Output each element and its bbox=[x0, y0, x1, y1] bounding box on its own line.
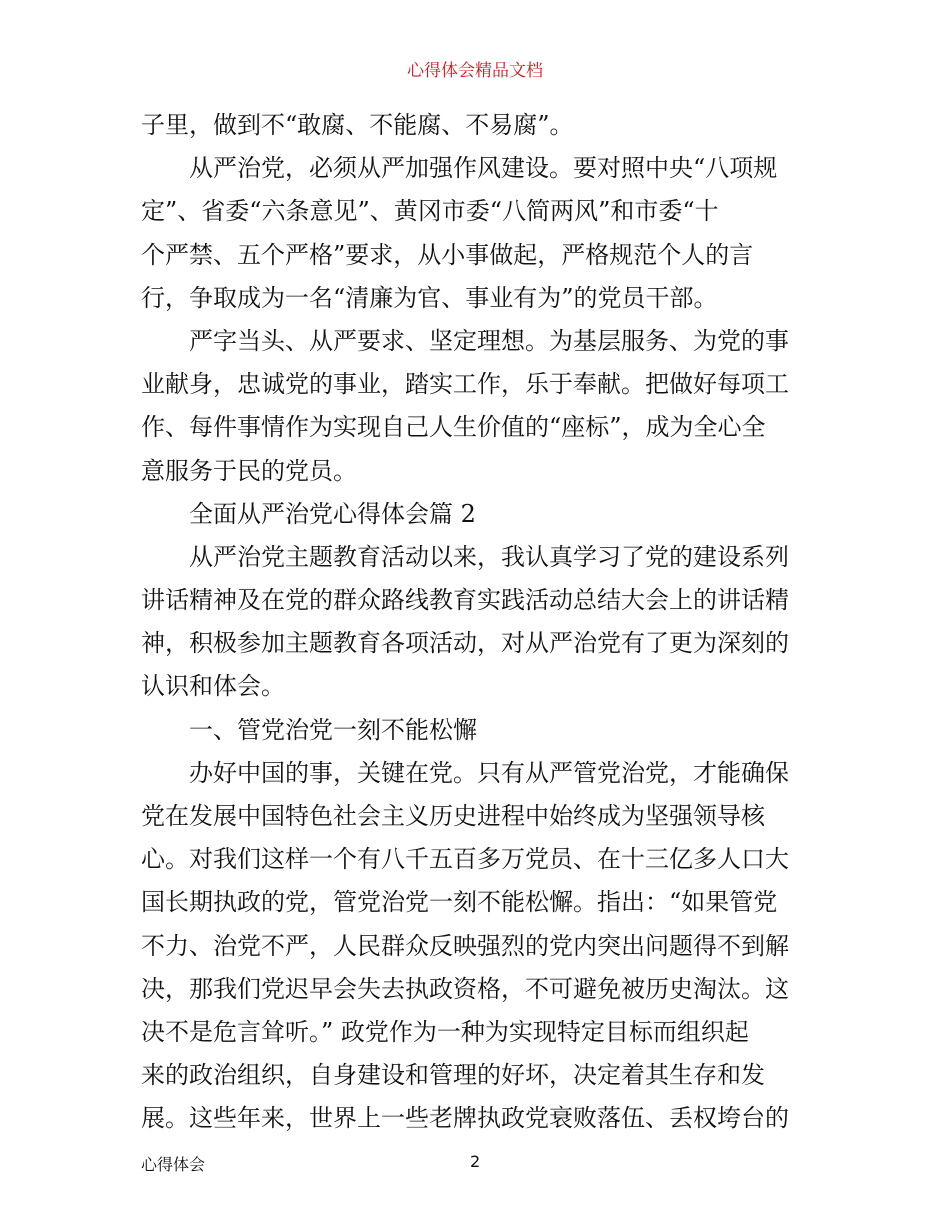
text-line: 子里，做到不“敢腐、不能腐、不易腐”。 bbox=[141, 111, 574, 139]
page-number: 2 bbox=[470, 1152, 481, 1171]
text-line: 决不是危言耸听。” 政党作为一种为实现特定目标而组织起 bbox=[141, 1017, 749, 1046]
text-line: 决，那我们党迟早会失去执政资格，不可避免被历史淘汰。这 bbox=[141, 974, 789, 1003]
text-line: 心。对我们这样一个有八千五百多万党员、在十三亿多人口大 bbox=[141, 845, 789, 874]
text-line: 神，积极参加主题教育各项活动，对从严治党有了更为深刻的 bbox=[141, 629, 789, 658]
text-line: 个严禁、五个严格”要求，从小事做起，严格规范个人的言 bbox=[141, 240, 754, 269]
text-line: 行，争取成为一名“清廉为官、事业有为”的党员干部。 bbox=[141, 283, 718, 312]
text-line: 党在发展中国特色社会主义历史进程中始终成为坚强领导核 bbox=[141, 802, 765, 830]
text-line: 从严治党，必须从严加强作风建设。要对照中央“八项规 bbox=[189, 154, 778, 183]
text-line: 不力、治党不严，人民群众反映强烈的党内突出问题得不到解 bbox=[141, 931, 789, 960]
text-line: 作、每件事情作为实现自己人生价值的“座标”，成为全心全 bbox=[141, 413, 766, 442]
text-line: 展。这些年来，世界上一些老牌执政党衰败落伍、丢权垮台的 bbox=[141, 1104, 789, 1133]
document-body bbox=[141, 104, 813, 1141]
text-line: 从严治党主题教育活动以来，我认真学习了党的建设系列 bbox=[189, 542, 789, 571]
text-line: 全面从严治党心得体会篇 2 bbox=[189, 499, 476, 528]
text-line: 办好中国的事，关键在党。只有从严管党治党，才能确保 bbox=[189, 758, 789, 787]
text-line: 来的政治组织，自身建设和管理的好坏，决定着其生存和发 bbox=[141, 1061, 765, 1090]
text-line: 定”、省委“六条意见”、黄冈市委“八简两风”和市委“十 bbox=[141, 197, 719, 226]
text-line: 认识和体会。 bbox=[141, 672, 285, 701]
text-line: 讲话精神及在党的群众路线教育实践活动总结大会上的讲话精 bbox=[141, 586, 789, 615]
text-line: 业献身，忠诚党的事业，踏实工作，乐于奉献。把做好每项工 bbox=[141, 370, 789, 399]
page-header-title: 心得体会精品文档 bbox=[407, 61, 543, 81]
text-line: 严字当头、从严要求、坚定理想。为基层服务、为党的事 bbox=[189, 326, 789, 355]
text-line: 意服务于民的党员。 bbox=[141, 456, 357, 485]
footer-label: 心得体会 bbox=[141, 1155, 206, 1174]
text-line: 一、管党治党一刻不能松懈 bbox=[189, 715, 477, 744]
text-line: 国长期执政的党，管党治党一刻不能松懈。指出：“如果管党 bbox=[141, 888, 778, 917]
